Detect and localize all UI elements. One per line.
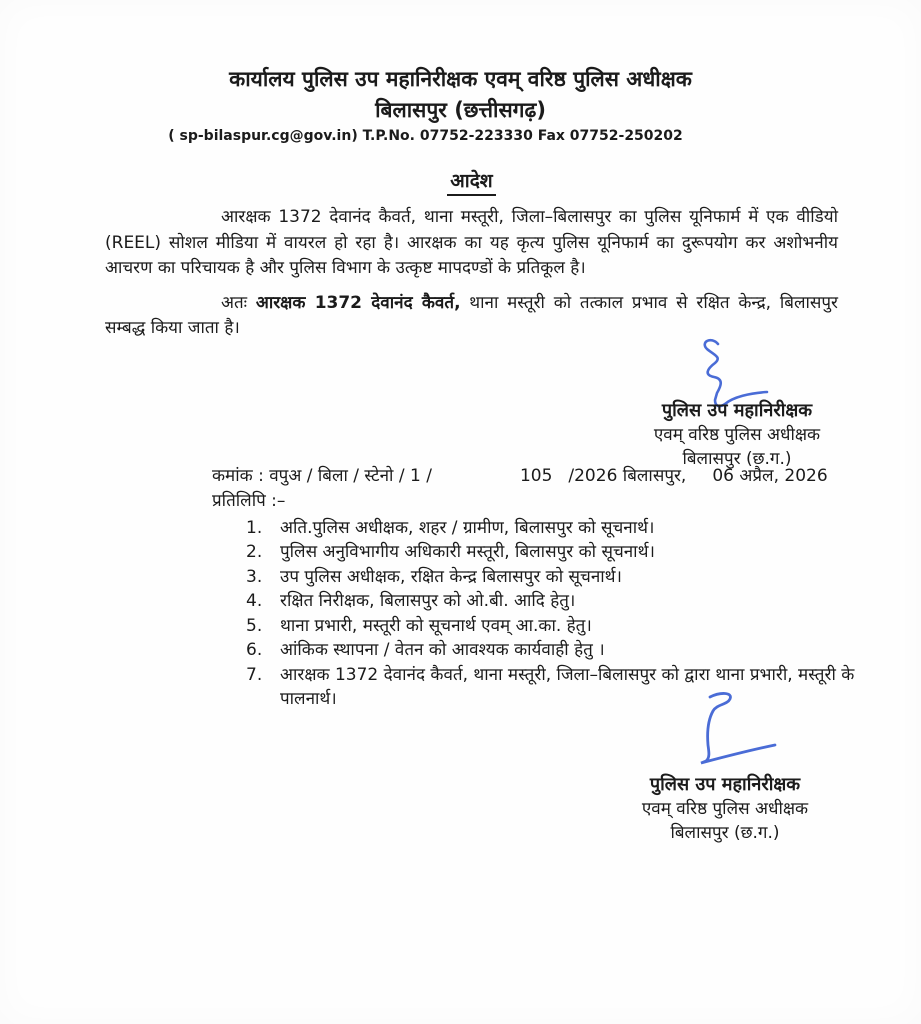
list-item-text: उप पुलिस अधीक्षक, रक्षित केन्द्र बिलासपुर को सूचनार्थ। — [280, 566, 622, 587]
signature-ink-2 — [678, 688, 783, 776]
letterhead — [0, 0, 921, 147]
order-paragraph-2 — [105, 291, 838, 342]
order-title-wrap — [105, 167, 838, 196]
list-item — [246, 638, 861, 663]
order-paragraph-2-prefix: अतः — [221, 292, 256, 313]
order-paragraph-2-rest: थाना मस्तूरी को तत्काल प्रभाव से रक्षित केन्द्र, बिलासपुर सम्बद्ध किया जाता है। — [105, 292, 838, 338]
list-item-number: 2. — [246, 542, 263, 562]
copy-label: प्रतिलिपि :– — [212, 490, 286, 511]
list-item-number: 3. — [246, 566, 263, 587]
distribution-list — [246, 516, 861, 712]
order-paragraph-1 — [105, 205, 838, 282]
signatory-location-2: बिलासपुर (छ.ग.) — [670, 823, 780, 843]
list-item — [246, 516, 861, 541]
list-item — [246, 565, 861, 590]
contact-line: ( sp-bilaspur.cg@gov.in) T.P.No. 07752-223330 Fax 07752-250202 — [168, 128, 683, 144]
list-item-number: 4. — [246, 591, 263, 611]
reference-date: 06 अप्रैल, 2026 — [712, 465, 828, 486]
list-item — [246, 540, 861, 565]
office-name-line1: कार्यालय पुलिस उप महानिरीक्षक एवम् वरिष्ठ पुलिस अधीक्षक — [229, 67, 692, 91]
list-item — [246, 614, 861, 639]
reference-number: 105 — [519, 465, 553, 486]
list-item-number: 1. — [246, 517, 263, 538]
office-name-line2: बिलासपुर (छत्तीसगढ़) — [375, 98, 546, 122]
order-title: आदेश — [447, 167, 495, 196]
list-item-number: 6. — [246, 640, 263, 660]
list-item-text: आंकिक स्थापना / वेतन को आवश्यक कार्यवाही हेतु । — [280, 640, 605, 660]
list-item-text: अति.पुलिस अधीक्षक, शहर / ग्रामीण, बिलासपुर को सूचनार्थ। — [280, 517, 655, 538]
order-body — [105, 205, 838, 342]
list-item-number: 5. — [246, 615, 263, 636]
signatory-designation-2: पुलिस उप महानिरीक्षक — [649, 774, 801, 795]
signatory-designation-2b: एवम् वरिष्ठ पुलिस अधीक्षक — [641, 799, 809, 819]
list-item-text: रक्षित निरीक्षक, बिलासपुर को ओ.बी. आदि हेतु। — [280, 591, 576, 611]
list-item — [246, 589, 861, 614]
signature-block-1 — [602, 398, 872, 471]
list-item-number: 7. — [246, 664, 263, 685]
order-paragraph-1-text: आरक्षक 1372 देवानंद कैवर्त, थाना मस्तूरी, जिला–बिलासपुर का पुलिस यूनिफार्म में एक वीडियो (REEL) सोशल मीडिया में वायरल हो रहा है। आरक्षक का यह कृत्य पुलिस यूनिफार्म का दुरूपयोग कर अशोभनीय आचरण का परिचायक है और पुलिस विभाग के उत्कृष्ट मापदण्डों के प्रतिकूल है। — [105, 207, 838, 278]
list-item-text: पुलिस अनुविभागीय अधिकारी मस्तूरी, बिलासपुर को सूचनार्थ। — [280, 542, 655, 562]
list-item-text: थाना प्रभारी, मस्तूरी को सूचनार्थ एवम् आ.का. हेतु। — [280, 615, 592, 636]
signatory-location-1: बिलासपुर (छ.ग.) — [682, 449, 792, 469]
list-item-text: आरक्षक 1372 देवानंद कैवर्त, थाना मस्तूरी, जिला–बिलासपुर को द्वारा थाना प्रभारी, मस्तूरी के पालनार्थ। — [280, 664, 855, 709]
order-paragraph-2-bold: आरक्षक 1372 देवानंद कैवर्त, — [255, 292, 461, 313]
reference-suffix: /2026 बिलासपुर, — [568, 465, 687, 486]
signature-block-2 — [590, 772, 860, 845]
reference-label: कमांक : वपुअ / बिला / स्टेनो / 1 / — [212, 465, 432, 486]
signatory-designation-1b: एवम् वरिष्ठ पुलिस अधीक्षक — [653, 425, 821, 445]
signatory-designation-1: पुलिस उप महानिरीक्षक — [661, 400, 813, 421]
